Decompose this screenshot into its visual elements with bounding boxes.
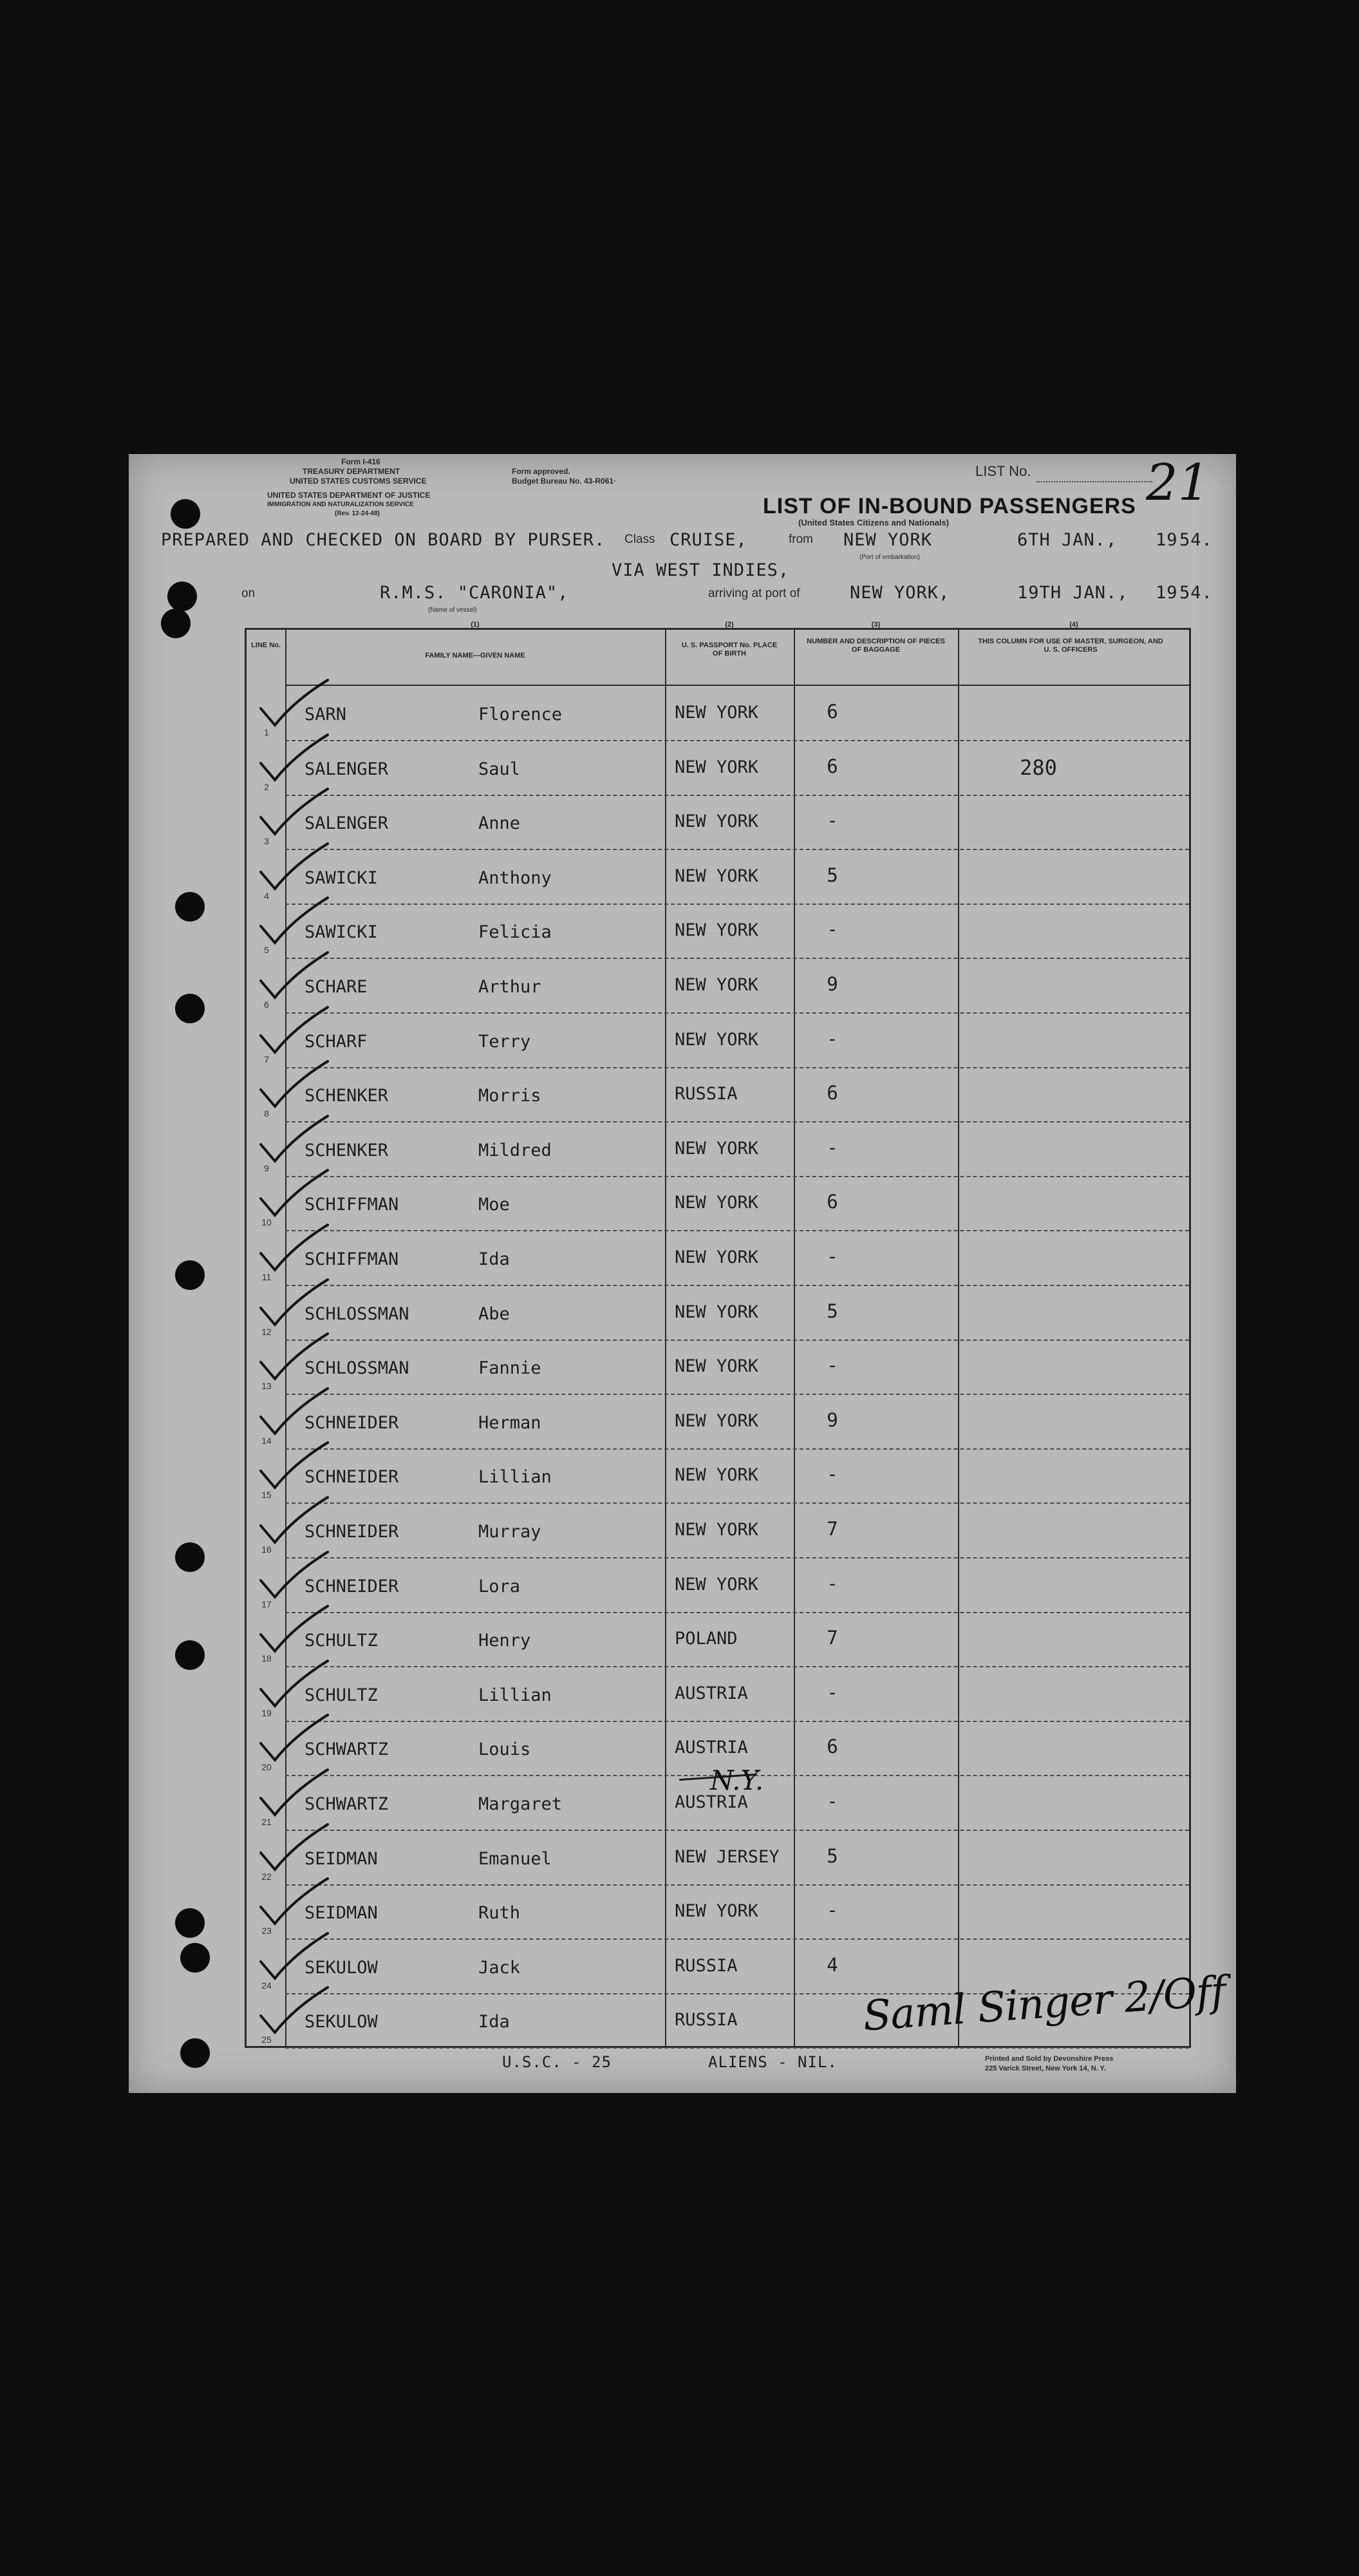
place-of-birth: NEW YORK xyxy=(675,811,759,832)
place-of-birth: NEW YORK xyxy=(675,757,759,777)
baggage-count: 9 xyxy=(827,1408,838,1431)
list-no-dots xyxy=(1036,481,1152,482)
table-row xyxy=(247,1504,1189,1558)
table-row xyxy=(247,1068,1189,1122)
family-name: SCHWARTZ xyxy=(305,1739,389,1760)
family-name: SEIDMAN xyxy=(305,1903,378,1924)
family-name: SCHNEIDER xyxy=(305,1522,399,1542)
family-name: SALENGER xyxy=(305,759,389,779)
col-header-name: FAMILY NAME—GIVEN NAME xyxy=(425,652,525,659)
baggage-count: - xyxy=(827,918,838,941)
place-of-birth: RUSSIA xyxy=(675,2010,738,2031)
given-name: Jack xyxy=(478,1957,521,1978)
col-header-name-index: (1) xyxy=(471,621,480,629)
place-of-birth: AUSTRIA xyxy=(675,1683,748,1703)
table-row xyxy=(247,1613,1189,1667)
family-name: SCHNEIDER xyxy=(305,1576,399,1596)
given-name: Ida xyxy=(478,2012,510,2032)
given-name: Lora xyxy=(478,1576,521,1596)
place-of-birth: NEW YORK xyxy=(675,1574,759,1595)
place-of-birth: POLAND xyxy=(675,1629,738,1649)
baggage-count: 6 xyxy=(827,755,838,777)
table-row xyxy=(247,1286,1189,1341)
place-of-birth: RUSSIA xyxy=(675,1955,738,1976)
family-name: SEIDMAN xyxy=(305,1848,378,1869)
baggage-count: 6 xyxy=(827,1736,838,1758)
line-number: 24 xyxy=(261,1980,272,1991)
family-name: SCHENKER xyxy=(305,1086,389,1106)
baggage-count: 6 xyxy=(827,701,838,723)
line-number: 5 xyxy=(264,945,269,956)
baggage-count: - xyxy=(827,1572,838,1595)
prepared-by: PREPARED AND CHECKED ON BOARD BY PURSER. xyxy=(161,530,606,550)
given-name: Emanuel xyxy=(478,1848,552,1869)
line-number: 10 xyxy=(261,1217,272,1228)
family-name: SCHARF xyxy=(305,1031,368,1052)
given-name: Saul xyxy=(478,759,521,779)
given-name: Florence xyxy=(478,705,563,724)
line-number: 11 xyxy=(261,1272,272,1282)
line-number: 16 xyxy=(261,1544,272,1555)
baggage-count: - xyxy=(827,1790,838,1812)
embark-caption: (Port of embarkation) xyxy=(859,554,920,561)
place-of-birth: AUSTRIA xyxy=(675,1738,748,1758)
table-row xyxy=(247,1122,1189,1177)
line-number: 18 xyxy=(261,1653,272,1664)
col-header-officers: THIS COLUMN FOR USE OF MASTER, SURGEON, AND U. S. OFFICERS xyxy=(978,638,1163,654)
approval-line-2: Budget Bureau No. 43-R061· xyxy=(512,477,617,486)
line-number: 3 xyxy=(264,836,269,847)
arrival-date: 19TH JAN., xyxy=(1017,583,1129,603)
baggage-count: - xyxy=(827,810,838,832)
punch-hole xyxy=(175,892,205,922)
given-name: Fannie xyxy=(478,1358,541,1379)
family-name: SCHWARTZ xyxy=(305,1794,389,1814)
given-name: Anthony xyxy=(478,867,552,888)
given-name: Arthur xyxy=(478,977,541,997)
place-of-birth: NEW YORK xyxy=(675,975,759,995)
baggage-count: - xyxy=(827,1463,838,1486)
punch-hole xyxy=(161,609,191,638)
correction-annotation: N.Y. xyxy=(710,1765,764,1796)
table-row xyxy=(247,1340,1189,1395)
passenger-table xyxy=(245,621,1191,2048)
given-name: Terry xyxy=(478,1031,531,1052)
line-number: 13 xyxy=(261,1381,272,1392)
col-header-line-no: LINE No. xyxy=(251,641,281,649)
table-row xyxy=(247,795,1189,850)
table-row xyxy=(247,687,1189,741)
place-of-birth: NEW YORK xyxy=(675,1193,759,1213)
family-name: SCHARE xyxy=(305,977,368,997)
on-label: on xyxy=(241,587,256,600)
col-header-officers-index: (4) xyxy=(1069,621,1078,629)
given-name: Ruth xyxy=(478,1903,521,1924)
from-label: from xyxy=(789,533,813,546)
arrival-port: NEW YORK, xyxy=(850,583,950,603)
year-prefix-2: 19 xyxy=(1156,583,1178,603)
embark-year: 54. xyxy=(1179,530,1213,550)
table-row xyxy=(247,904,1189,959)
table-row xyxy=(247,1831,1189,1886)
row-rule xyxy=(285,2047,1189,2049)
family-name: SCHLOSSMAN xyxy=(305,1303,409,1324)
class-value: CRUISE, xyxy=(670,530,747,550)
given-name: Felicia xyxy=(478,922,552,943)
place-of-birth: NEW YORK xyxy=(675,1302,759,1322)
usc-count: U.S.C. - 25 xyxy=(502,2053,612,2071)
line-number: 12 xyxy=(261,1326,272,1337)
family-name: SAWICKI xyxy=(305,867,378,888)
punch-hole xyxy=(175,994,205,1023)
baggage-count: - xyxy=(827,1899,838,1922)
list-no-label: LIST No. xyxy=(975,463,1031,479)
printer-line-1: Printed and Sold by Devonshire Press xyxy=(985,2055,1114,2063)
line-number: 17 xyxy=(261,1598,272,1609)
line-number: 23 xyxy=(261,1926,272,1937)
family-name: SCHNEIDER xyxy=(305,1467,399,1488)
baggage-count: 7 xyxy=(827,1518,838,1540)
line-number: 20 xyxy=(261,1762,272,1773)
table-row xyxy=(247,850,1189,905)
justice-line-3: (Rev. 12-24-48) xyxy=(335,510,380,517)
family-name: SCHNEIDER xyxy=(305,1412,399,1433)
place-of-birth: NEW JERSEY xyxy=(675,1846,780,1867)
place-of-birth: RUSSIA xyxy=(675,1084,738,1104)
baggage-count: - xyxy=(827,1245,838,1267)
family-name: SARN xyxy=(305,705,347,724)
col-header-passport-index: (2) xyxy=(725,621,734,629)
baggage-count: 6 xyxy=(827,1082,838,1104)
baggage-count: 5 xyxy=(827,1844,838,1867)
line-number: 6 xyxy=(264,999,269,1010)
route: VIA WEST INDIES, xyxy=(612,560,790,580)
place-of-birth: NEW YORK xyxy=(675,920,759,941)
given-name: Moe xyxy=(478,1195,510,1215)
punch-hole xyxy=(175,1640,205,1670)
punch-hole xyxy=(171,499,200,529)
officer-note: 280 xyxy=(1020,755,1057,780)
justice-line-1: UNITED STATES DEPARTMENT OF JUSTICE xyxy=(267,491,431,500)
place-of-birth: AUSTRIA xyxy=(675,1792,748,1812)
table-row xyxy=(247,1667,1189,1722)
punch-hole xyxy=(180,1943,210,1973)
family-name: SCHENKER xyxy=(305,1140,389,1160)
justice-line-2: IMMIGRATION AND NATURALIZATION SERVICE xyxy=(267,501,414,508)
line-number: 19 xyxy=(261,1707,272,1718)
line-number: 9 xyxy=(264,1162,269,1173)
line-number: 22 xyxy=(261,1871,272,1882)
line-number: 21 xyxy=(261,1817,272,1827)
punch-hole xyxy=(175,1908,205,1938)
line-number: 25 xyxy=(261,2034,272,2045)
given-name: Mildred xyxy=(478,1140,552,1160)
place-of-birth: NEW YORK xyxy=(675,1356,759,1377)
baggage-count: - xyxy=(827,1136,838,1159)
family-name: SALENGER xyxy=(305,813,389,834)
dept-line-1: TREASURY DEPARTMENT xyxy=(303,467,400,476)
family-name: SAWICKI xyxy=(305,922,378,943)
table-row xyxy=(247,1558,1189,1613)
approval-line-1: Form approved. xyxy=(512,467,570,476)
form-id: Form I-416 xyxy=(341,457,380,466)
given-name: Lillian xyxy=(478,1467,552,1488)
dept-line-2: UNITED STATES CUSTOMS SERVICE xyxy=(290,477,427,486)
place-of-birth: NEW YORK xyxy=(675,1465,759,1486)
printer-line-2: 225 Varick Street, New York 14, N. Y. xyxy=(985,2065,1106,2072)
line-number: 4 xyxy=(264,890,269,901)
punch-hole xyxy=(175,1260,205,1290)
header-rule xyxy=(285,685,1189,686)
place-of-birth: NEW YORK xyxy=(675,703,759,723)
table-row xyxy=(247,1449,1189,1504)
table-row xyxy=(247,1231,1189,1286)
table-row xyxy=(247,1014,1189,1068)
baggage-count: 5 xyxy=(827,1300,838,1322)
place-of-birth: NEW YORK xyxy=(675,1138,759,1159)
punch-hole xyxy=(175,1542,205,1572)
family-name: SCHIFFMAN xyxy=(305,1249,399,1269)
place-of-birth: NEW YORK xyxy=(675,1901,759,1922)
place-of-birth: NEW YORK xyxy=(675,1029,759,1050)
col-header-passport: U. S. PASSPORT No. PLACE OF BIRTH xyxy=(681,641,778,658)
baggage-count: - xyxy=(827,1354,838,1377)
punch-hole xyxy=(180,2038,210,2068)
line-number: 14 xyxy=(261,1435,272,1446)
baggage-count: 5 xyxy=(827,864,838,886)
table-row xyxy=(247,959,1189,1014)
given-name: Louis xyxy=(478,1739,531,1760)
baggage-count: 6 xyxy=(827,1191,838,1213)
embark-port: NEW YORK xyxy=(843,530,933,550)
col-header-baggage: NUMBER AND DESCRIPTION OF PIECES OF BAGGAGE xyxy=(807,638,945,654)
line-number: 1 xyxy=(264,727,269,737)
year-prefix-1: 19 xyxy=(1156,530,1178,550)
officer-signature: Saml Singer 2/Off xyxy=(861,1967,1227,2041)
baggage-count: - xyxy=(827,1027,838,1050)
given-name: Lillian xyxy=(478,1685,552,1705)
aliens-count: ALIENS - NIL. xyxy=(708,2053,838,2071)
given-name: Murray xyxy=(478,1522,541,1542)
family-name: SCHIFFMAN xyxy=(305,1195,399,1215)
arrival-year: 54. xyxy=(1179,583,1213,603)
family-name: SEKULOW xyxy=(305,1957,378,1978)
place-of-birth: NEW YORK xyxy=(675,1247,759,1267)
list-no-value: 21 xyxy=(1146,454,1210,512)
line-number: 8 xyxy=(264,1108,269,1119)
baggage-count: 7 xyxy=(827,1627,838,1649)
given-name: Henry xyxy=(478,1631,531,1651)
embark-date: 6TH JAN., xyxy=(1017,530,1118,550)
col-header-baggage-index: (3) xyxy=(871,621,881,629)
place-of-birth: NEW YORK xyxy=(675,1410,759,1431)
given-name: Ida xyxy=(478,1249,510,1269)
manifest-sheet xyxy=(129,454,1236,2093)
family-name: SEKULOW xyxy=(305,2012,378,2032)
family-name: SCHULTZ xyxy=(305,1685,378,1705)
baggage-count: - xyxy=(827,1681,838,1703)
table-row xyxy=(247,741,1189,796)
line-number: 15 xyxy=(261,1490,272,1501)
baggage-count: 4 xyxy=(827,1953,838,1976)
table-row xyxy=(247,1177,1189,1231)
given-name: Margaret xyxy=(478,1794,563,1814)
family-name: SCHULTZ xyxy=(305,1631,378,1651)
punch-hole xyxy=(167,582,197,611)
vessel-caption: (Name of vessel) xyxy=(428,607,477,614)
line-number: 7 xyxy=(264,1054,269,1065)
page-title: LIST OF IN-BOUND PASSENGERS xyxy=(763,494,1136,518)
table-row xyxy=(247,1885,1189,1940)
given-name: Abe xyxy=(478,1303,510,1324)
line-number: 2 xyxy=(264,781,269,792)
family-name: SCHLOSSMAN xyxy=(305,1358,409,1379)
table-row xyxy=(247,1395,1189,1450)
given-name: Morris xyxy=(478,1086,541,1106)
vessel-name: R.M.S. "CARONIA", xyxy=(380,583,569,603)
place-of-birth: NEW YORK xyxy=(675,1520,759,1540)
page-subtitle: (United States Citizens and Nationals) xyxy=(798,518,950,527)
given-name: Anne xyxy=(478,813,521,834)
class-label: Class xyxy=(624,533,655,546)
place-of-birth: NEW YORK xyxy=(675,866,759,886)
given-name: Herman xyxy=(478,1412,541,1433)
arriving-label: arriving at port of xyxy=(708,587,800,600)
baggage-count: 9 xyxy=(827,973,838,995)
